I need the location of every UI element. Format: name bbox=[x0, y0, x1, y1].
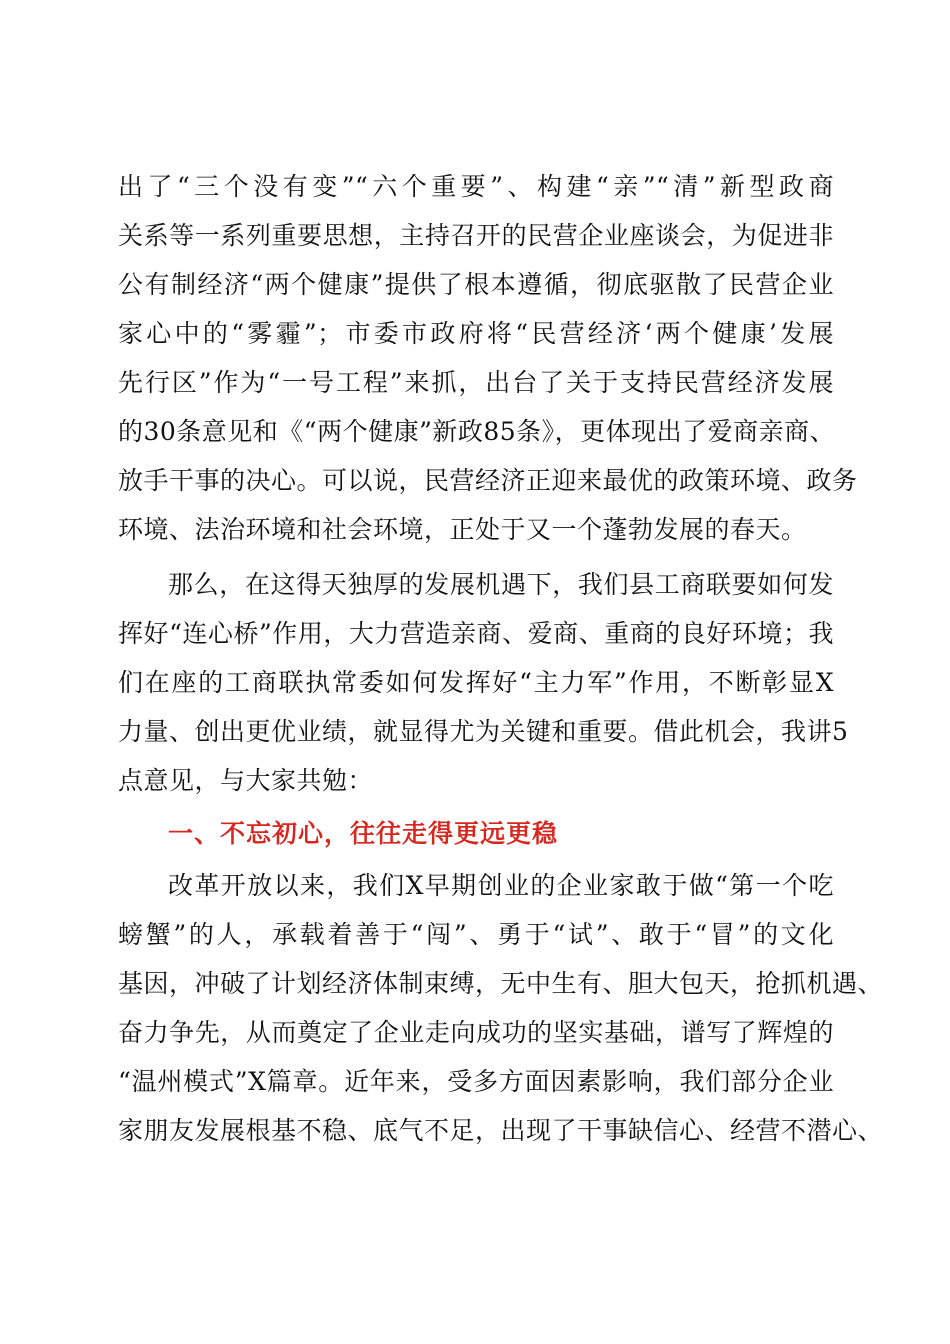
paragraph-1-line-5: 先行区”作为“一号工程”来抓，出台了关于支持民营经济发展 bbox=[118, 368, 834, 397]
paragraph-2-line-3: 们在座的工商联执常委如何发挥好“主力军”作用，不断彰显X bbox=[118, 668, 834, 697]
paragraph-2-line-2: 挥好“连心桥”作用，大力营造亲商、爱商、重商的良好环境；我 bbox=[118, 619, 834, 648]
paragraph-2-line-5: 点意见，与大家共勉： bbox=[118, 766, 374, 795]
paragraph-1-line-6: 的30条意见和《“两个健康”新政85条》，更体现出了爱商亲商、 bbox=[118, 417, 836, 446]
paragraph-1-line-7: 放手干事的决心。可以说，民营经济正迎来最优的政策环境、政务 bbox=[118, 466, 858, 495]
paragraph-1-line-3: 公有制经济“两个健康”提供了根本遵循，彻底驱散了民营企业 bbox=[118, 270, 834, 299]
paragraph-3-line-3: 基因，冲破了计划经济体制束缚，无中生有、胆大包天，抢抓机遇、 bbox=[118, 969, 884, 998]
paragraph-1-line-4: 家心中的“雾霾”；市委市政府将“民营经济‘两个健康’发展 bbox=[118, 319, 834, 348]
paragraph-3-line-2: 螃蟹”的人，承载着善于“闯”、勇于“试”、敢于“冒”的文化 bbox=[118, 920, 834, 949]
paragraph-2-line-4: 力量、创出更优业绩，就显得尤为关键和重要。借此机会，我讲5 bbox=[118, 717, 849, 746]
paragraph-1-line-2: 关系等一系列重要思想，主持召开的民营企业座谈会，为促进非 bbox=[118, 221, 834, 250]
section-heading: 一、不忘初心，往往走得更远更稳 bbox=[168, 819, 559, 848]
paragraph-3-line-4: 奋力争先，从而奠定了企业走向成功的坚实基础，谱写了辉煌的 bbox=[118, 1018, 834, 1047]
paragraph-1-line-1: 出了“三个没有变”“六个重要”、构建“亲”“清”新型政商 bbox=[118, 172, 834, 201]
paragraph-2-line-1: 那么，在这得天独厚的发展机遇下，我们县工商联要如何发 bbox=[168, 570, 834, 599]
paragraph-1-line-8: 环境、法治环境和社会环境，正处于又一个蓬勃发展的春天。 bbox=[118, 515, 807, 544]
paragraph-3-line-5: “温州模式”X篇章。近年来，受多方面因素影响，我们部分企业 bbox=[118, 1067, 834, 1096]
paragraph-3-line-6: 家朋友发展根基不稳、底气不足，出现了干事缺信心、经营不潜心、 bbox=[118, 1116, 884, 1145]
paragraph-3-line-1: 改革开放以来，我们X早期创业的企业家敢于做“第一个吃 bbox=[168, 871, 834, 900]
